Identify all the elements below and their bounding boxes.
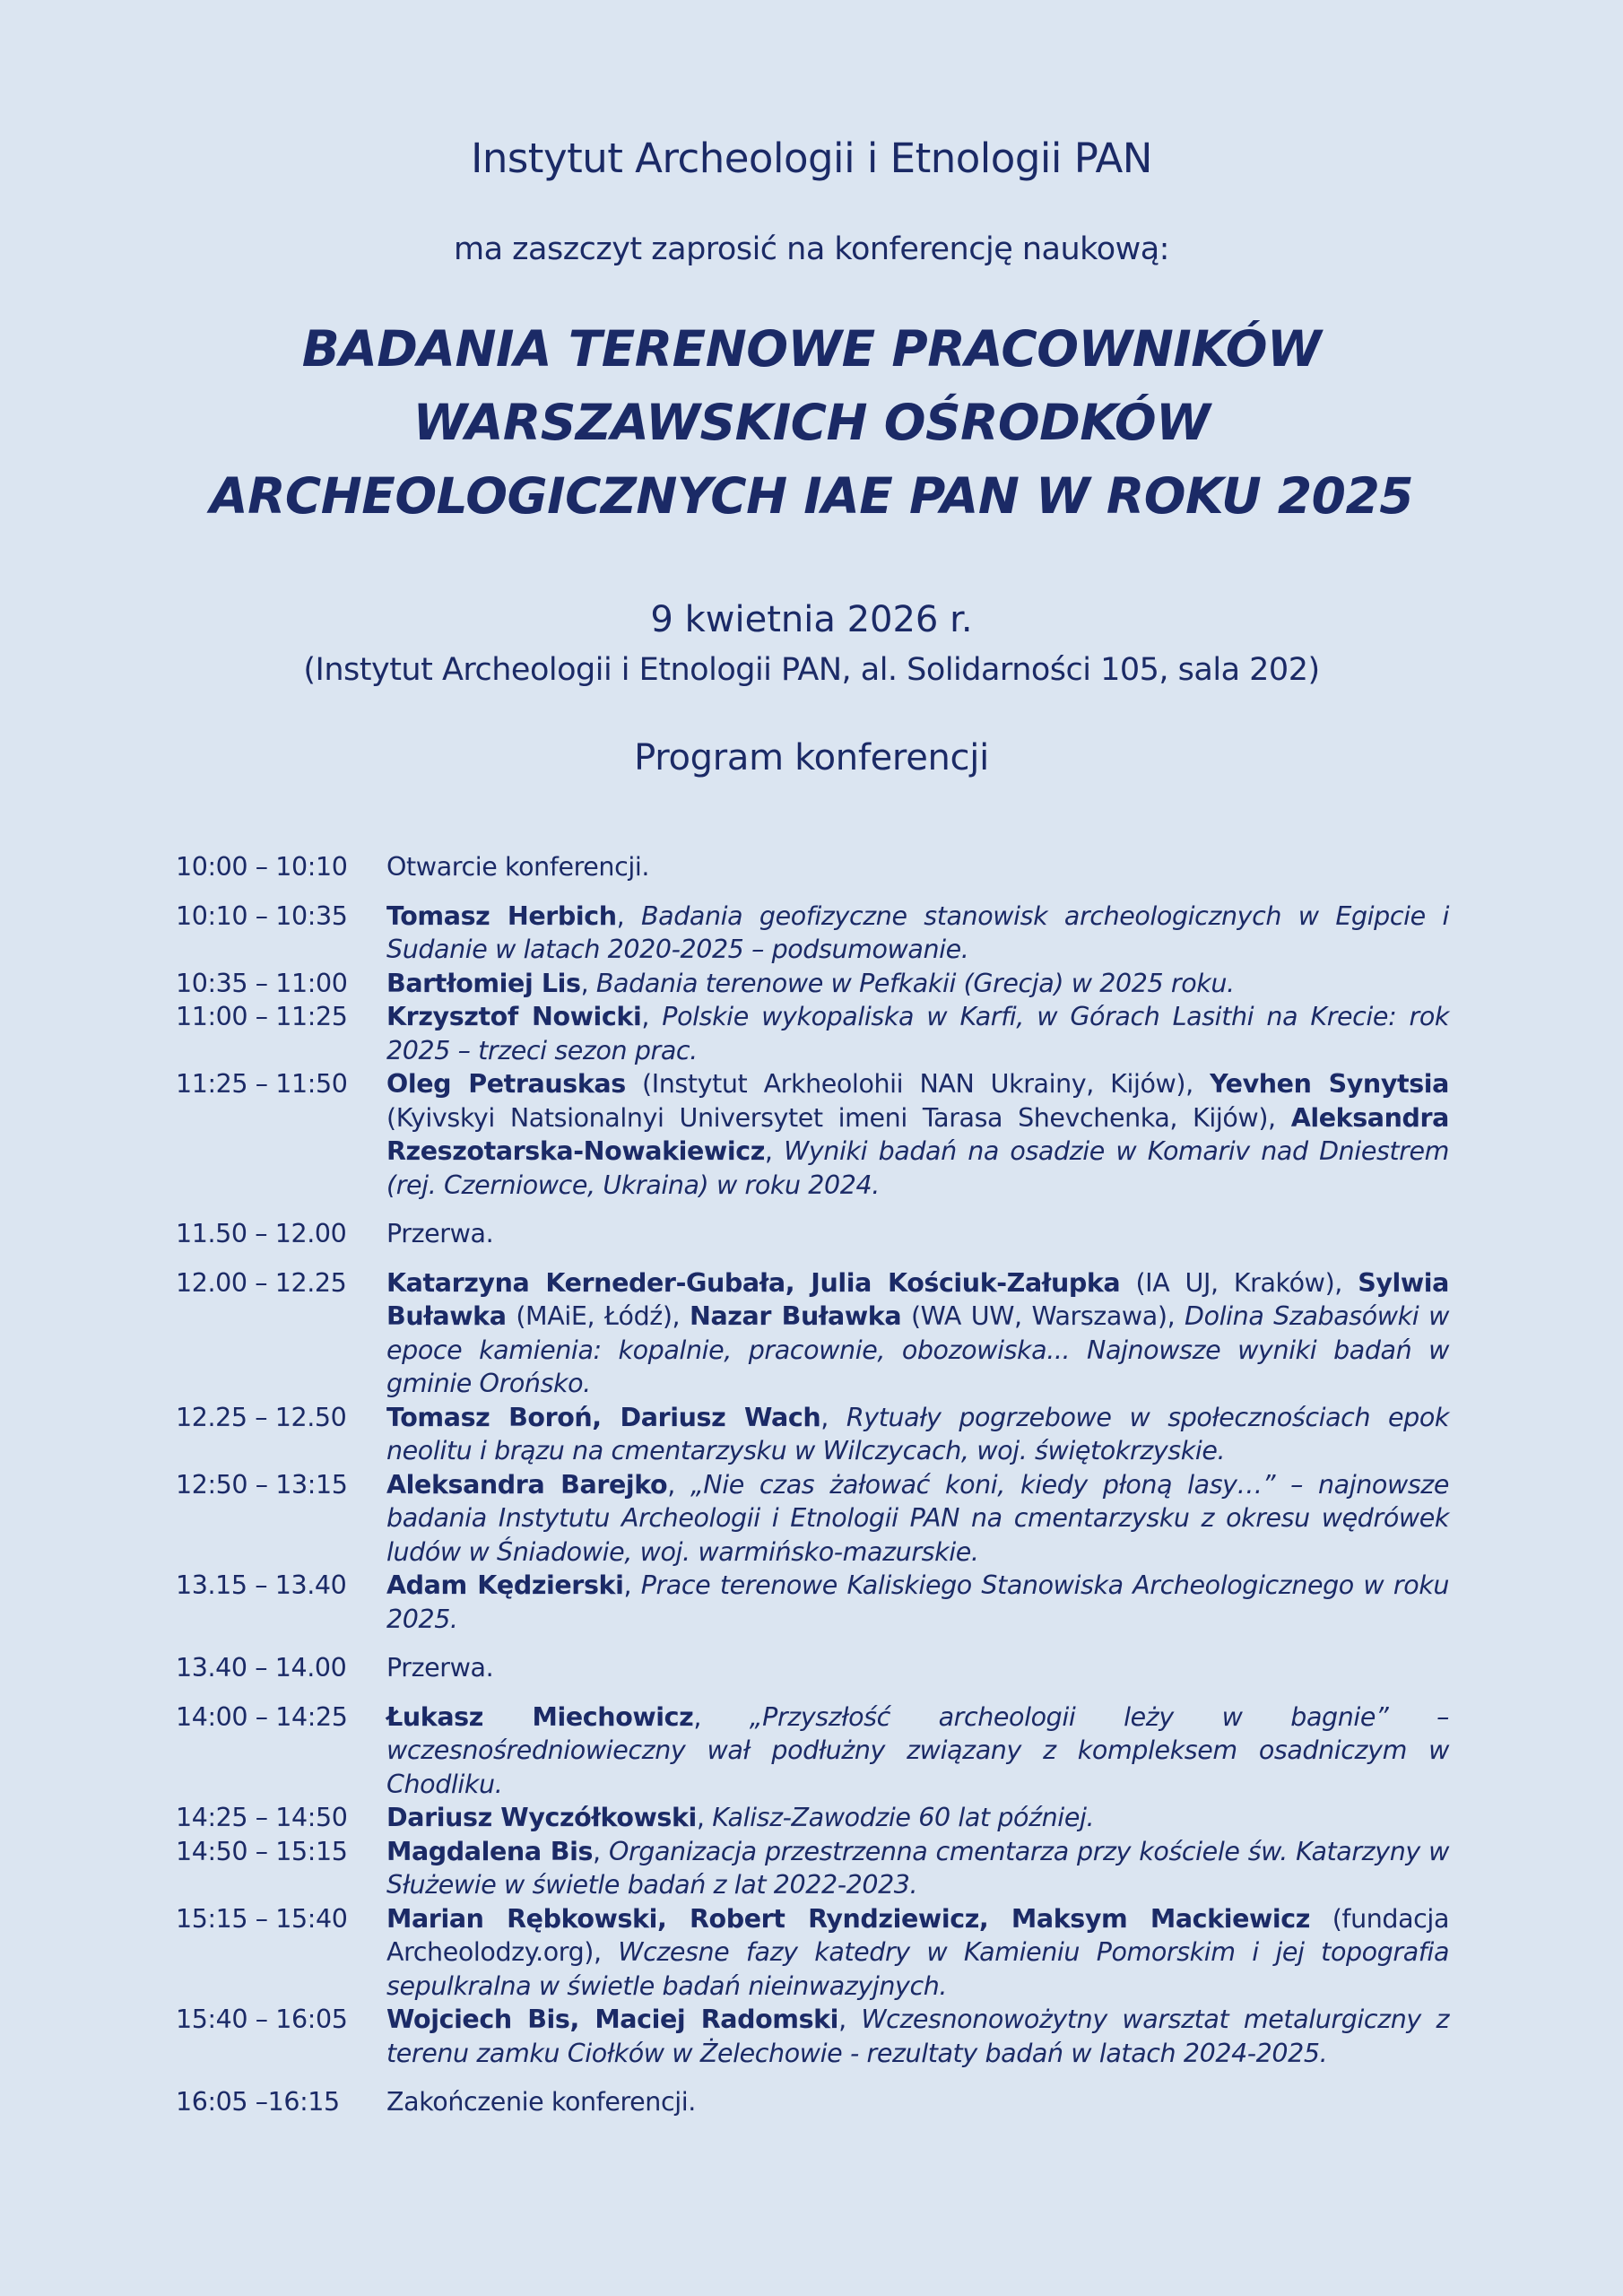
schedule-time: 10:35 – 11:00: [176, 968, 348, 998]
invitation-line: ma zaszczyt zaprosić na konferencję naukową:: [454, 231, 1169, 267]
conference-venue: (Instytut Archeologii i Etnologii PAN, al. Solidarności 105, sala 202): [303, 652, 1320, 688]
affiliation-text: (Kyivskyi Natsionalnyi Universytet imeni Tarasa Shevchenka, Kijów),: [386, 1102, 1291, 1133]
schedule-row: [176, 1000, 1449, 1067]
speaker-names: Tomasz Herbich: [386, 900, 617, 931]
schedule-description: [386, 1401, 1449, 1468]
speaker-names: Krzysztof Nowicki: [386, 1002, 642, 1031]
affiliation-text: (IA UJ, Kraków),: [1120, 1267, 1358, 1298]
affiliation-text: ,: [667, 1469, 690, 1500]
schedule-time: 16:05 –16:15: [176, 2087, 340, 2117]
schedule-row: [176, 967, 1449, 1001]
talk-title: Wyniki badań na osadzie w Komariv nad Dniestrem (rej. Czerniowce, Ukraina) w roku 2024.: [386, 1136, 1449, 1200]
schedule-time: 12:50 – 13:15: [176, 1469, 348, 1500]
schedule-time: 13.15 – 13.40: [176, 1570, 347, 1600]
affiliation-text: Zakończenie konferencji.: [386, 2087, 696, 2117]
schedule-row: [176, 1801, 1449, 1835]
affiliation-text: ,: [820, 1402, 846, 1432]
affiliation-text: (WA UW, Warszawa),: [901, 1301, 1185, 1331]
schedule-description: [386, 1217, 1449, 1251]
schedule-description: [386, 1468, 1449, 1570]
schedule-row: [176, 2003, 1449, 2070]
schedule-description: [386, 850, 1449, 884]
schedule-description: [386, 2003, 1449, 2070]
schedule-description: [386, 1801, 1449, 1835]
affiliation-text: ,: [696, 1803, 713, 1832]
schedule-row: [176, 1468, 1449, 1570]
talk-title: Prace terenowe Kaliskiego Stanowiska Archeologicznego w roku 2025.: [386, 1570, 1449, 1634]
affiliation-text: Otwarcie konferencji.: [386, 852, 650, 882]
talk-title: Polskie wykopaliska w Karfi, w Górach Lasithi na Krecie: rok 2025 – trzeci sezon prac.: [386, 1002, 1449, 1065]
conference-title: [0, 312, 1623, 533]
schedule-row: [176, 1401, 1449, 1468]
schedule-row: [176, 1651, 1449, 1685]
schedule-time: 13.40 – 14.00: [176, 1653, 347, 1683]
schedule-description: [386, 1569, 1449, 1636]
schedule-description: [386, 1835, 1449, 1902]
institution-name: Instytut Archeologii i Etnologii PAN: [471, 135, 1152, 182]
affiliation-text: Przerwa.: [386, 1653, 494, 1683]
schedule-row: [176, 1835, 1449, 1902]
affiliation-text: ,: [693, 1701, 750, 1732]
affiliation-text: ,: [764, 1136, 785, 1166]
schedule-time: 11:25 – 11:50: [176, 1069, 348, 1099]
talk-title: Kalisz-Zawodzie 60 lat później.: [712, 1803, 1095, 1832]
speaker-names: Wojciech Bis, Maciej Radomski: [386, 2005, 839, 2034]
affiliation-text: ,: [838, 2005, 862, 2034]
talk-title: „Przyszłość archeologii leży w bagnie” – wczesnośredniowieczny wał podłużny związany z kompleksem osadniczym w Chodliku.: [386, 1701, 1449, 1799]
schedule-description: [386, 1067, 1449, 1202]
schedule-time: 15:40 – 16:05: [176, 2005, 348, 2034]
program-heading: Program konferencji: [634, 737, 989, 778]
speaker-names: Dariusz Wyczółkowski: [386, 1803, 697, 1832]
schedule-row: [176, 2085, 1449, 2119]
speaker-names: Marian Rębkowski, Robert Ryndziewicz, Maksym Mackiewicz: [386, 1903, 1310, 1934]
schedule-row: [176, 1266, 1449, 1401]
schedule-row: [176, 1700, 1449, 1802]
talk-title: Organizacja przestrzenna cmentarza przy kościele św. Katarzyny w Służewie w świetle badań z lat 2022-2023.: [386, 1836, 1449, 1900]
schedule-description: [386, 2085, 1449, 2119]
affiliation-text: ,: [580, 968, 596, 998]
schedule-time: 11:00 – 11:25: [176, 1002, 348, 1031]
schedule-description: [386, 1266, 1449, 1401]
schedule-description: [386, 1902, 1449, 2004]
talk-title: „Nie czas żałować koni, kiedy płoną lasy…” – najnowsze badania Instytutu Archeologii i Etnologii PAN na cmentarzysku z okresu wędrówek ludów w Śniadowie, woj. warmińsko-mazurskie.: [386, 1469, 1449, 1567]
affiliation-text: Przerwa.: [386, 1219, 494, 1248]
schedule-row: [176, 1067, 1449, 1202]
schedule-row: [176, 1902, 1449, 2004]
speaker-names: Aleksandra Rzeszotarska-Nowakiewicz: [386, 1102, 1449, 1166]
schedule-row: [176, 900, 1449, 967]
affiliation-text: ,: [593, 1836, 609, 1866]
speaker-names: Nazar Buławka: [690, 1301, 902, 1331]
schedule-time: 10:10 – 10:35: [176, 900, 348, 931]
affiliation-text: ,: [616, 900, 642, 931]
talk-title: Wczesnonowożytny warsztat metalurgiczny z terenu zamku Ciołków w Żelechowie - rezultaty badań w latach 2024-2025.: [386, 2005, 1449, 2068]
schedule-description: [386, 1651, 1449, 1685]
schedule-time: 15:15 – 15:40: [176, 1903, 348, 1934]
schedule-row: [176, 850, 1449, 884]
talk-title: Rytuały pogrzebowe w społecznościach epok neolitu i brązu na cmentarzysku w Wilczycach, woj. świętokrzyskie.: [386, 1402, 1449, 1465]
schedule-row: [176, 1569, 1449, 1636]
schedule-time: 14:00 – 14:25: [176, 1701, 348, 1732]
speaker-names: Aleksandra Barejko: [386, 1469, 668, 1500]
speaker-names: Magdalena Bis: [386, 1836, 594, 1866]
talk-title: Dolina Szabasówki w epoce kamienia: kopalnie, pracownie, obozowiska... Najnowsze wyniki badań w gminie Orońsko.: [386, 1301, 1449, 1398]
affiliation-text: ,: [641, 1002, 663, 1031]
speaker-names: Adam Kędzierski: [386, 1570, 624, 1600]
affiliation-text: ,: [623, 1570, 641, 1600]
speaker-names: Oleg Petrauskas: [386, 1069, 626, 1099]
schedule-time: 14:50 – 15:15: [176, 1836, 348, 1866]
conference-title-line: WARSZAWSKICH OŚRODKÓW: [412, 394, 1211, 451]
talk-title: Badania terenowe w Pefkakii (Grecja) w 2025 roku.: [595, 968, 1235, 998]
speaker-names: Yevhen Synytsia: [1210, 1069, 1449, 1099]
speaker-names: Katarzyna Kerneder-Gubała, Julia Kościuk-Załupka: [386, 1267, 1121, 1298]
schedule-list: [176, 850, 1449, 2119]
schedule-time: 11.50 – 12.00: [176, 1219, 347, 1248]
talk-title: Wczesne fazy katedry w Kamieniu Pomorskim i jej topografia sepulkralna w świetle badań nieinwazyjnych.: [386, 1937, 1450, 2001]
schedule-description: [386, 1700, 1449, 1802]
talk-title: Badania geofizyczne stanowisk archeologicznych w Egipcie i Sudanie w latach 2020-2025 – podsumowanie.: [386, 900, 1449, 964]
conference-title-line: BADANIA TERENOWE PRACOWNIKÓW: [301, 320, 1322, 378]
schedule-description: [386, 967, 1449, 1001]
schedule-time: 10:00 – 10:10: [176, 852, 348, 882]
conference-date: 9 kwietnia 2026 r.: [650, 599, 973, 640]
schedule-time: 12.00 – 12.25: [176, 1267, 347, 1298]
schedule-row: [176, 1217, 1449, 1251]
schedule-description: [386, 1000, 1449, 1067]
schedule-description: [386, 900, 1449, 967]
schedule-time: 14:25 – 14:50: [176, 1803, 348, 1832]
speaker-names: Tomasz Boroń, Dariusz Wach: [386, 1402, 821, 1432]
affiliation-text: (MAiE, Łódź),: [506, 1301, 690, 1331]
speaker-names: Bartłomiej Lis: [386, 968, 581, 998]
speaker-names: Sylwia Buławka: [386, 1267, 1449, 1331]
schedule-time: 12.25 – 12.50: [176, 1402, 347, 1432]
conference-title-line: ARCHEOLOGICZNYCH IAE PAN W ROKU 2025: [210, 467, 1413, 525]
speaker-names: Łukasz Miechowicz: [386, 1701, 694, 1732]
affiliation-text: (fundacja Archeolodzy.org),: [386, 1903, 1450, 1967]
affiliation-text: (Instytut Arkheolohii NAN Ukrainy, Kijów),: [625, 1069, 1211, 1099]
